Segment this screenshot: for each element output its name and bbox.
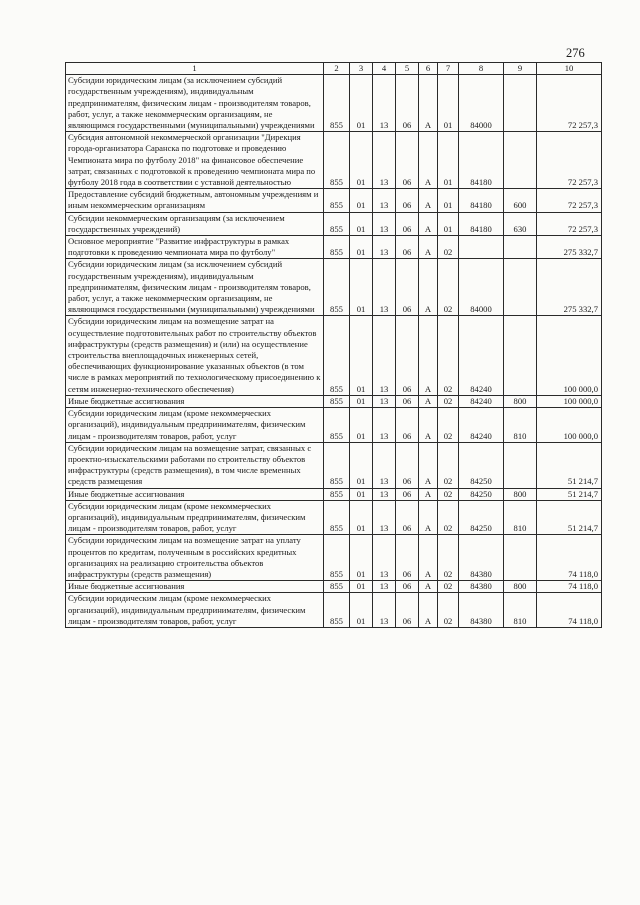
table-row	[66, 593, 602, 628]
cell-c2: 855	[324, 442, 350, 488]
cell-c3: 01	[350, 316, 373, 395]
cell-c3: 01	[350, 442, 373, 488]
column-header: 8	[459, 63, 504, 75]
cell-c4: 13	[373, 535, 396, 581]
cell-amount: 51 214,7	[537, 500, 602, 535]
cell-c5: 06	[396, 581, 419, 593]
cell-c9	[504, 442, 537, 488]
cell-c8: 84000	[459, 75, 504, 132]
column-header: 7	[438, 63, 459, 75]
cell-c2: 855	[324, 581, 350, 593]
cell-c9: 810	[504, 593, 537, 628]
cell-c4: 13	[373, 75, 396, 132]
cell-c3: 01	[350, 132, 373, 189]
cell-c9	[504, 132, 537, 189]
cell-c2: 855	[324, 132, 350, 189]
cell-c8	[459, 236, 504, 259]
cell-c8: 84380	[459, 593, 504, 628]
column-header: 3	[350, 63, 373, 75]
cell-c9: 800	[504, 395, 537, 407]
cell-c5: 06	[396, 236, 419, 259]
cell-c8: 84240	[459, 408, 504, 443]
cell-c3: 01	[350, 535, 373, 581]
row-description: Субсидия автономной некоммерческой организации "Дирекция города-организатора Саранска по подготовке и проведению Чемпионата мира по футболу 2018" на финансовое обеспечение затрат, связанных с подготовкой к проведению чемпионата мира по футболу 2018 года в соответствии с уставной деятельностью	[66, 132, 324, 189]
cell-c3: 01	[350, 488, 373, 500]
row-description: Иные бюджетные ассигнования	[66, 581, 324, 593]
cell-c7: 02	[438, 316, 459, 395]
cell-c2: 855	[324, 408, 350, 443]
table-row	[66, 75, 602, 132]
cell-c5: 06	[396, 75, 419, 132]
row-description: Иные бюджетные ассигнования	[66, 488, 324, 500]
cell-c2: 855	[324, 236, 350, 259]
cell-c9: 800	[504, 581, 537, 593]
cell-c7: 02	[438, 408, 459, 443]
cell-c3: 01	[350, 581, 373, 593]
cell-c6: А	[419, 535, 438, 581]
cell-c6: А	[419, 212, 438, 235]
cell-c5: 06	[396, 593, 419, 628]
cell-amount: 275 332,7	[537, 259, 602, 316]
table-row	[66, 259, 602, 316]
cell-amount: 51 214,7	[537, 488, 602, 500]
column-header: 2	[324, 63, 350, 75]
row-description: Основное мероприятие "Развитие инфраструктуры в рамках подготовки к проведению чемпионата мира по футболу"	[66, 236, 324, 259]
row-description: Субсидии юридическим лицам (кроме некоммерческих организаций), индивидуальным предпринимателям, физическим лицам - производителям товаров, работ, услуг	[66, 408, 324, 443]
cell-c6: А	[419, 236, 438, 259]
cell-c2: 855	[324, 500, 350, 535]
cell-c6: А	[419, 488, 438, 500]
cell-c5: 06	[396, 189, 419, 212]
cell-c4: 13	[373, 189, 396, 212]
cell-c2: 855	[324, 212, 350, 235]
row-description: Субсидии юридическим лицам (кроме некоммерческих организаций), индивидуальным предпринимателям, физическим лицам - производителям товаров, работ, услуг	[66, 593, 324, 628]
cell-amount: 74 118,0	[537, 581, 602, 593]
cell-amount: 72 257,3	[537, 132, 602, 189]
cell-c8: 84180	[459, 212, 504, 235]
cell-c9	[504, 75, 537, 132]
cell-c6: А	[419, 75, 438, 132]
table-row	[66, 535, 602, 581]
row-description: Субсидии юридическим лицам (за исключением субсидий государственным учреждениям), индивидуальным предпринимателям, физическим лицам - производителям товаров, работ, услуг, а также некоммерческим организациям, не являющимся государственными (муниципальными) учреждениями	[66, 259, 324, 316]
table-row	[66, 488, 602, 500]
cell-c3: 01	[350, 75, 373, 132]
row-description: Субсидии юридическим лицам на возмещение затрат на осуществление подготовительных работ по строительству объектов инфраструктуры (средств размещения) и (или) на осуществление строительства внеплощадочных инженерных сетей, обеспечивающих функционирование указанных объектов (в том числе в рамках мероприятий по технологическому присоединению к сетям инженерно-технического обеспечения)	[66, 316, 324, 395]
cell-amount: 100 000,0	[537, 395, 602, 407]
cell-c8: 84180	[459, 189, 504, 212]
cell-c7: 01	[438, 75, 459, 132]
cell-c6: А	[419, 581, 438, 593]
cell-c4: 13	[373, 442, 396, 488]
column-header: 9	[504, 63, 537, 75]
table-row	[66, 408, 602, 443]
row-description: Субсидии юридическим лицам (кроме некоммерческих организаций), индивидуальным предпринимателям, физическим лицам - производителям товаров, работ, услуг	[66, 500, 324, 535]
cell-c6: А	[419, 442, 438, 488]
cell-c9	[504, 316, 537, 395]
cell-c7: 02	[438, 259, 459, 316]
cell-amount: 72 257,3	[537, 75, 602, 132]
cell-c5: 06	[396, 316, 419, 395]
cell-c4: 13	[373, 488, 396, 500]
cell-c6: А	[419, 189, 438, 212]
cell-c2: 855	[324, 535, 350, 581]
row-description: Предоставление субсидий бюджетным, автономным учреждениям и иным некоммерческим организациям	[66, 189, 324, 212]
row-description: Иные бюджетные ассигнования	[66, 395, 324, 407]
cell-c3: 01	[350, 593, 373, 628]
cell-c3: 01	[350, 189, 373, 212]
cell-c9: 600	[504, 189, 537, 212]
column-header: 4	[373, 63, 396, 75]
cell-c5: 06	[396, 488, 419, 500]
row-description: Субсидии некоммерческим организациям (за исключением государственных учреждений)	[66, 212, 324, 235]
cell-c6: А	[419, 316, 438, 395]
cell-amount: 74 118,0	[537, 535, 602, 581]
cell-c4: 13	[373, 581, 396, 593]
cell-c5: 06	[396, 500, 419, 535]
budget-table	[65, 62, 602, 628]
cell-amount: 51 214,7	[537, 442, 602, 488]
cell-c6: А	[419, 395, 438, 407]
cell-c8: 84240	[459, 316, 504, 395]
cell-c7: 02	[438, 395, 459, 407]
cell-amount: 72 257,3	[537, 189, 602, 212]
column-header: 10	[537, 63, 602, 75]
cell-c7: 01	[438, 189, 459, 212]
cell-c6: А	[419, 132, 438, 189]
cell-c5: 06	[396, 259, 419, 316]
cell-amount: 74 118,0	[537, 593, 602, 628]
cell-c3: 01	[350, 212, 373, 235]
cell-c7: 02	[438, 442, 459, 488]
cell-amount: 275 332,7	[537, 236, 602, 259]
cell-c9: 810	[504, 500, 537, 535]
header-row	[66, 63, 602, 75]
cell-c8: 84380	[459, 581, 504, 593]
column-header: 6	[419, 63, 438, 75]
table-row	[66, 316, 602, 395]
cell-c9	[504, 259, 537, 316]
cell-c9: 810	[504, 408, 537, 443]
cell-c8: 84240	[459, 395, 504, 407]
cell-amount: 72 257,3	[537, 212, 602, 235]
cell-c7: 02	[438, 500, 459, 535]
cell-c3: 01	[350, 500, 373, 535]
cell-c8: 84180	[459, 132, 504, 189]
cell-c5: 06	[396, 408, 419, 443]
cell-c6: А	[419, 408, 438, 443]
page-number: 276	[566, 46, 585, 60]
table-row	[66, 212, 602, 235]
table-row	[66, 236, 602, 259]
cell-c7: 01	[438, 212, 459, 235]
cell-c3: 01	[350, 259, 373, 316]
table-row	[66, 189, 602, 212]
cell-c4: 13	[373, 259, 396, 316]
table-body	[66, 63, 602, 628]
cell-c4: 13	[373, 316, 396, 395]
cell-c5: 06	[396, 442, 419, 488]
cell-c9: 800	[504, 488, 537, 500]
cell-c5: 06	[396, 212, 419, 235]
table-row	[66, 132, 602, 189]
cell-c7: 02	[438, 488, 459, 500]
cell-c8: 84000	[459, 259, 504, 316]
row-description: Субсидии юридическим лицам на возмещение затрат на уплату процентов по кредитам, полученным в российских кредитных организациях на реализацию строительства объектов инфраструктуры (средств размещения)	[66, 535, 324, 581]
cell-c4: 13	[373, 212, 396, 235]
cell-c4: 13	[373, 408, 396, 443]
cell-c5: 06	[396, 395, 419, 407]
cell-c8: 84380	[459, 535, 504, 581]
cell-c6: А	[419, 259, 438, 316]
cell-c3: 01	[350, 236, 373, 259]
column-header: 1	[66, 63, 324, 75]
column-header: 5	[396, 63, 419, 75]
cell-c4: 13	[373, 500, 396, 535]
table-row	[66, 395, 602, 407]
cell-c7: 02	[438, 535, 459, 581]
cell-c2: 855	[324, 189, 350, 212]
cell-c4: 13	[373, 132, 396, 189]
cell-c7: 02	[438, 593, 459, 628]
table-row	[66, 500, 602, 535]
cell-c8: 84250	[459, 488, 504, 500]
cell-c6: А	[419, 593, 438, 628]
row-description: Субсидии юридическим лицам на возмещение затрат, связанных с проектно-изыскательскими работами по строительству объектов инфраструктуры (средств размещения), в том числе временных средств размещения	[66, 442, 324, 488]
row-description: Субсидии юридическим лицам (за исключением субсидий государственным учреждениям), индивидуальным предпринимателям, физическим лицам - производителям товаров, работ, услуг, а также некоммерческим организациям, не являющимся государственными (муниципальными) учреждениями	[66, 75, 324, 132]
cell-c6: А	[419, 500, 438, 535]
cell-c3: 01	[350, 408, 373, 443]
cell-c9	[504, 535, 537, 581]
cell-c5: 06	[396, 132, 419, 189]
cell-c4: 13	[373, 236, 396, 259]
cell-c8: 84250	[459, 500, 504, 535]
cell-c2: 855	[324, 395, 350, 407]
cell-c5: 06	[396, 535, 419, 581]
cell-amount: 100 000,0	[537, 408, 602, 443]
cell-c9: 630	[504, 212, 537, 235]
cell-c7: 02	[438, 581, 459, 593]
cell-c2: 855	[324, 75, 350, 132]
cell-amount: 100 000,0	[537, 316, 602, 395]
table-row	[66, 442, 602, 488]
cell-c2: 855	[324, 593, 350, 628]
cell-c3: 01	[350, 395, 373, 407]
table-row	[66, 581, 602, 593]
cell-c4: 13	[373, 395, 396, 407]
cell-c7: 02	[438, 236, 459, 259]
cell-c7: 01	[438, 132, 459, 189]
cell-c2: 855	[324, 316, 350, 395]
cell-c9	[504, 236, 537, 259]
cell-c4: 13	[373, 593, 396, 628]
cell-c8: 84250	[459, 442, 504, 488]
cell-c2: 855	[324, 488, 350, 500]
cell-c2: 855	[324, 259, 350, 316]
